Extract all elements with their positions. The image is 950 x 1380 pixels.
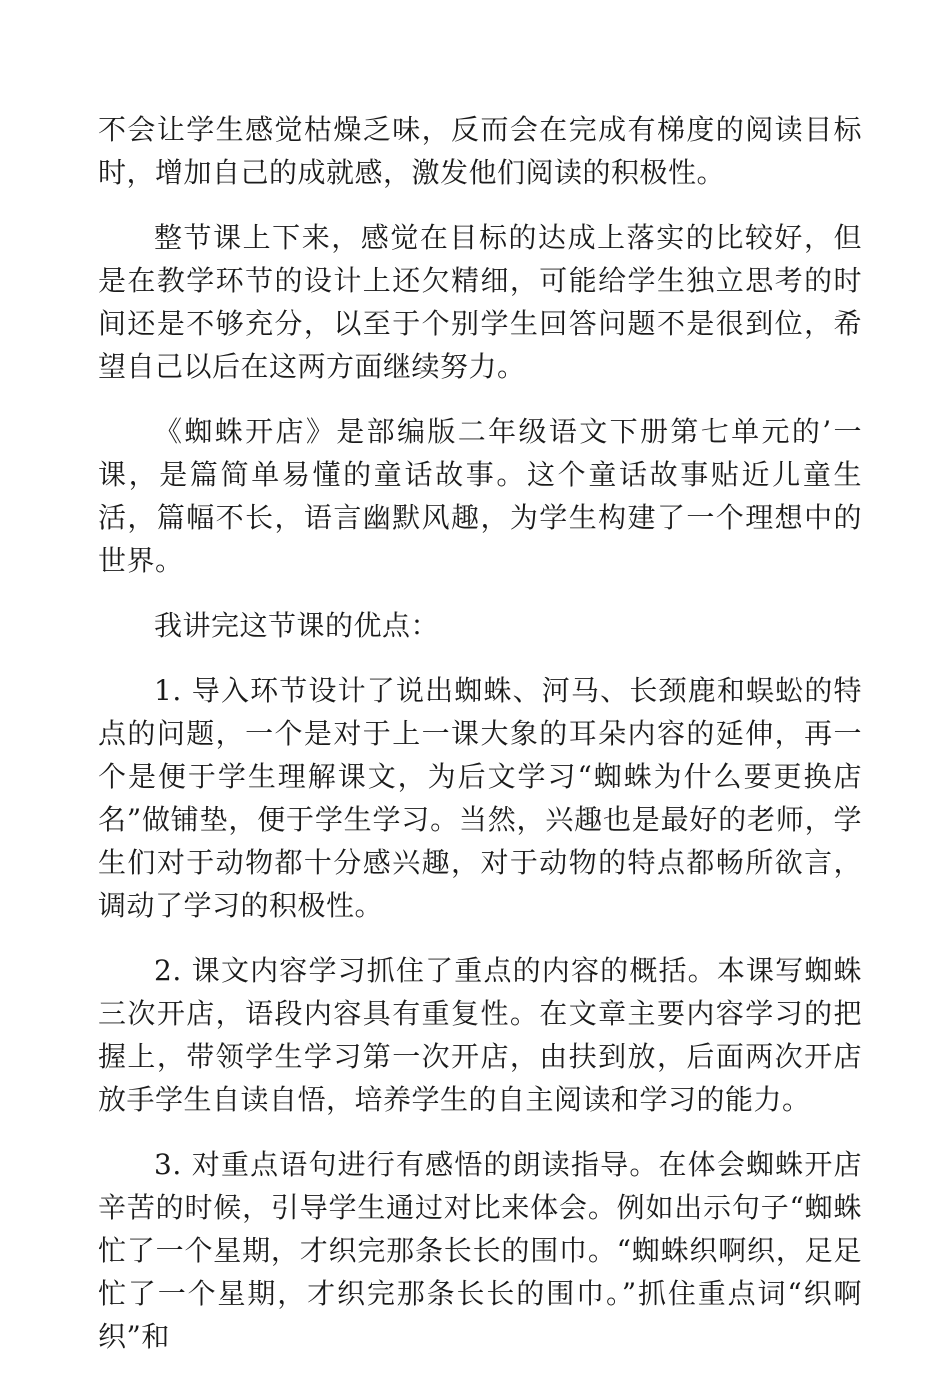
paragraph-reflection: 整节课上下来，感觉在目标的达成上落实的比较好，但是在教学环节的设计上还欠精细，可能给学生独立思考的时间还是不够充分，以至于个别学生回答问题不是很到位，希望自己以后在这两方面继续努力。 — [98, 221, 862, 383]
paragraph-point-3: 3. 对重点语句进行有感悟的朗读指导。在体会蜘蛛开店辛苦的时候，引导学生通过对比来体会。例如出示句子“蜘蛛忙了一个星期，才织完那条长长的围巾。“蜘蛛织啊织，足足忙了一个星期，才织完那条长长的围巾。”抓住重点词“织啊织”和 — [98, 1148, 862, 1353]
document-body — [98, 108, 862, 1380]
paragraph-point-2: 2. 课文内容学习抓住了重点的内容的概括。本课写蜘蛛三次开店，语段内容具有重复性。在文章主要内容学习的把握上，带领学生学习第一次开店，由扶到放，后面两次开店放手学生自读自悟，培养学生的自主阅读和学习的能力。 — [98, 954, 862, 1116]
paragraph-continuation: 不会让学生感觉枯燥乏味，反而会在完成有梯度的阅读目标时，增加自己的成就感，激发他们阅读的积极性。 — [98, 113, 862, 189]
paragraph-strengths-heading: 我讲完这节课的优点： — [154, 609, 440, 642]
paragraph-lesson-intro: 《蜘蛛开店》是部编版二年级语文下册第七单元的’一课，是篇简单易懂的童话故事。这个童话故事贴近儿童生活，篇幅不长，语言幽默风趣，为学生构建了一个理想中的世界。 — [98, 415, 862, 577]
paragraph-point-1: 1. 导入环节设计了说出蜘蛛、河马、长颈鹿和蜈蚣的特点的问题，一个是对于上一课大象的耳朵内容的延伸，再一个是便于学生理解课文，为后文学习“蜘蛛为什么要更换店名”做铺垫，便于学生学习。当然，兴趣也是最好的老师，学生们对于动物都十分感兴趣，对于动物的特点都畅所欲言，调动了学习的积极性。 — [98, 674, 862, 922]
